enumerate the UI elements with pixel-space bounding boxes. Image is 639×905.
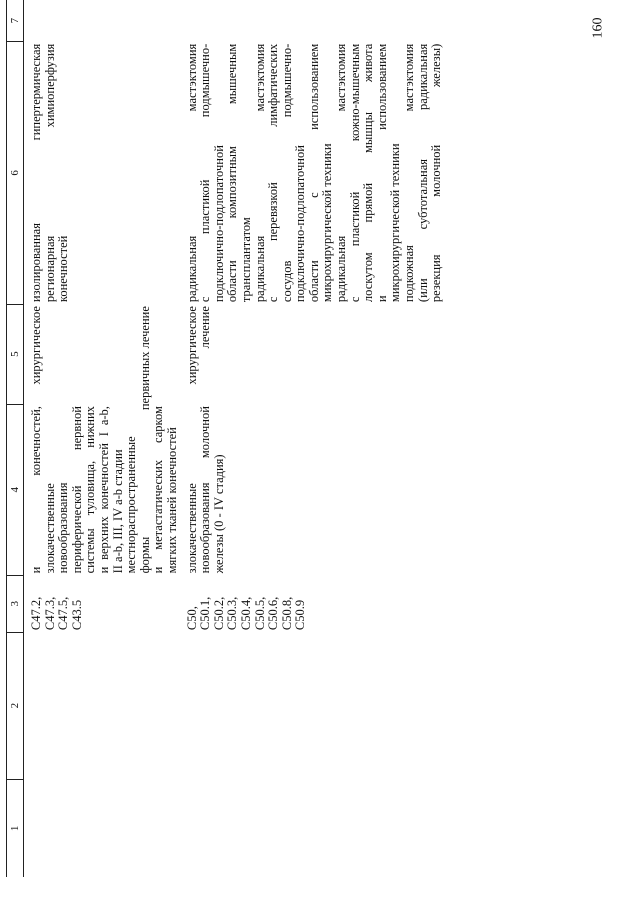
cell-icd-codes xyxy=(30,575,180,632)
cell-col1 xyxy=(30,779,180,877)
column-header-2: 2 xyxy=(7,632,24,779)
treatment-type-line: первичных лечение xyxy=(137,306,152,411)
cell-diagnosis xyxy=(186,404,444,575)
procedure-line: микрохирургической техники xyxy=(320,143,335,303)
procedure-line: трансплантатом xyxy=(238,217,253,303)
icd-code-line: C50.2, C50.3, xyxy=(211,596,240,631)
icd-code-line: C50.4, C50.5, xyxy=(238,596,267,631)
diagnosis-line: и конечностей, xyxy=(29,406,43,574)
procedure-line: резекция молочной железы) xyxy=(429,43,444,303)
procedure-line: подключично-подлопаточной xyxy=(293,145,308,303)
table-row xyxy=(30,0,180,877)
diagnosis-line: формы xyxy=(137,536,152,574)
cell-treatment-type xyxy=(186,304,444,404)
treatment-type-line: хирургическое xyxy=(29,306,43,385)
cell-procedure xyxy=(30,42,180,304)
procedure-line: конечностей xyxy=(56,235,71,303)
table-row xyxy=(186,0,444,877)
procedure-line: с перевязкой лимфатических xyxy=(266,43,281,303)
cell-col2 xyxy=(186,632,444,779)
cell-col1 xyxy=(186,779,444,877)
cell-treatment-type xyxy=(29,304,180,411)
procedure-line: с пластикой подмышечно- xyxy=(198,43,213,303)
column-number-header xyxy=(7,0,24,877)
treatment-type-line: хирургическое xyxy=(184,306,199,385)
column-header-7: 7 xyxy=(7,0,24,42)
column-header-6: 6 xyxy=(7,42,24,304)
icd-code-line: C50, C50.1, xyxy=(184,596,213,631)
diagnosis-line: и верхних конечностей I a-b, xyxy=(96,406,111,574)
diagnosis-line: местнораспространенные xyxy=(124,436,139,574)
cell-procedure xyxy=(186,42,444,304)
diagnosis-line: II a-b, III, IV a-b стадии xyxy=(110,449,125,574)
procedure-line: радикальная мастэктомия xyxy=(334,43,349,303)
procedure-line: подкожная мастэктомия xyxy=(402,43,417,303)
diagnosis-line: периферической нервной xyxy=(69,406,84,574)
diagnosis-line: новообразования молочной xyxy=(198,406,213,574)
icd-code-line: C50.6, C50.8, xyxy=(266,596,294,631)
procedure-line: радикальная мастэктомия xyxy=(252,43,267,303)
column-header-5: 5 xyxy=(7,304,24,404)
cell-col2 xyxy=(30,632,180,779)
cell-icd-codes xyxy=(186,575,444,632)
cell-diagnosis xyxy=(30,404,180,575)
procedure-line: области с использованием xyxy=(306,43,321,303)
column-header-4: 4 xyxy=(7,404,24,575)
procedure-line: сосудов подмышечно- xyxy=(279,43,294,303)
treatment-type-line: лечение xyxy=(198,306,213,349)
medical-procedures-table xyxy=(6,0,444,877)
diagnosis-line: и метастатических сарком xyxy=(151,406,166,574)
procedure-line: радикальная мастэктомия xyxy=(184,43,199,303)
column-header-3: 3 xyxy=(7,575,24,632)
procedure-line: подключично-подлопаточной xyxy=(211,145,226,303)
cell-col7 xyxy=(186,0,444,42)
diagnosis-line: железы (0 - IV стадия) xyxy=(211,454,226,574)
diagnosis-line: новообразования xyxy=(56,482,71,574)
procedure-line: микрохирургической техники xyxy=(388,143,403,303)
procedure-line: регионарная химиоперфузия xyxy=(42,43,57,303)
icd-code-line: C47.2, C47.3, xyxy=(29,596,57,631)
procedure-line: и использованием xyxy=(374,43,389,303)
procedure-line: (или субтотальная радикальная xyxy=(415,43,430,303)
diagnosis-line: системы туловища, нижних xyxy=(83,406,98,574)
icd-code-line: C47.5, C43.5 xyxy=(56,596,84,631)
diagnosis-line: злокачественные xyxy=(184,483,199,574)
cell-col7 xyxy=(30,0,180,42)
procedure-line: области композитным мышечным xyxy=(225,43,240,303)
column-header-1: 1 xyxy=(7,779,24,877)
page-number: 160 xyxy=(590,17,606,39)
procedure-line: с пластикой кожно-мышечным xyxy=(347,43,362,303)
procedure-line: изолированная гипертермическая xyxy=(29,43,43,303)
procedure-line: лоскутом прямой мышцы живота xyxy=(361,43,376,303)
icd-code-line: C50.9 xyxy=(293,599,308,631)
diagnosis-line: злокачественные xyxy=(42,483,57,574)
diagnosis-line: мягких тканей конечностей xyxy=(164,427,179,574)
